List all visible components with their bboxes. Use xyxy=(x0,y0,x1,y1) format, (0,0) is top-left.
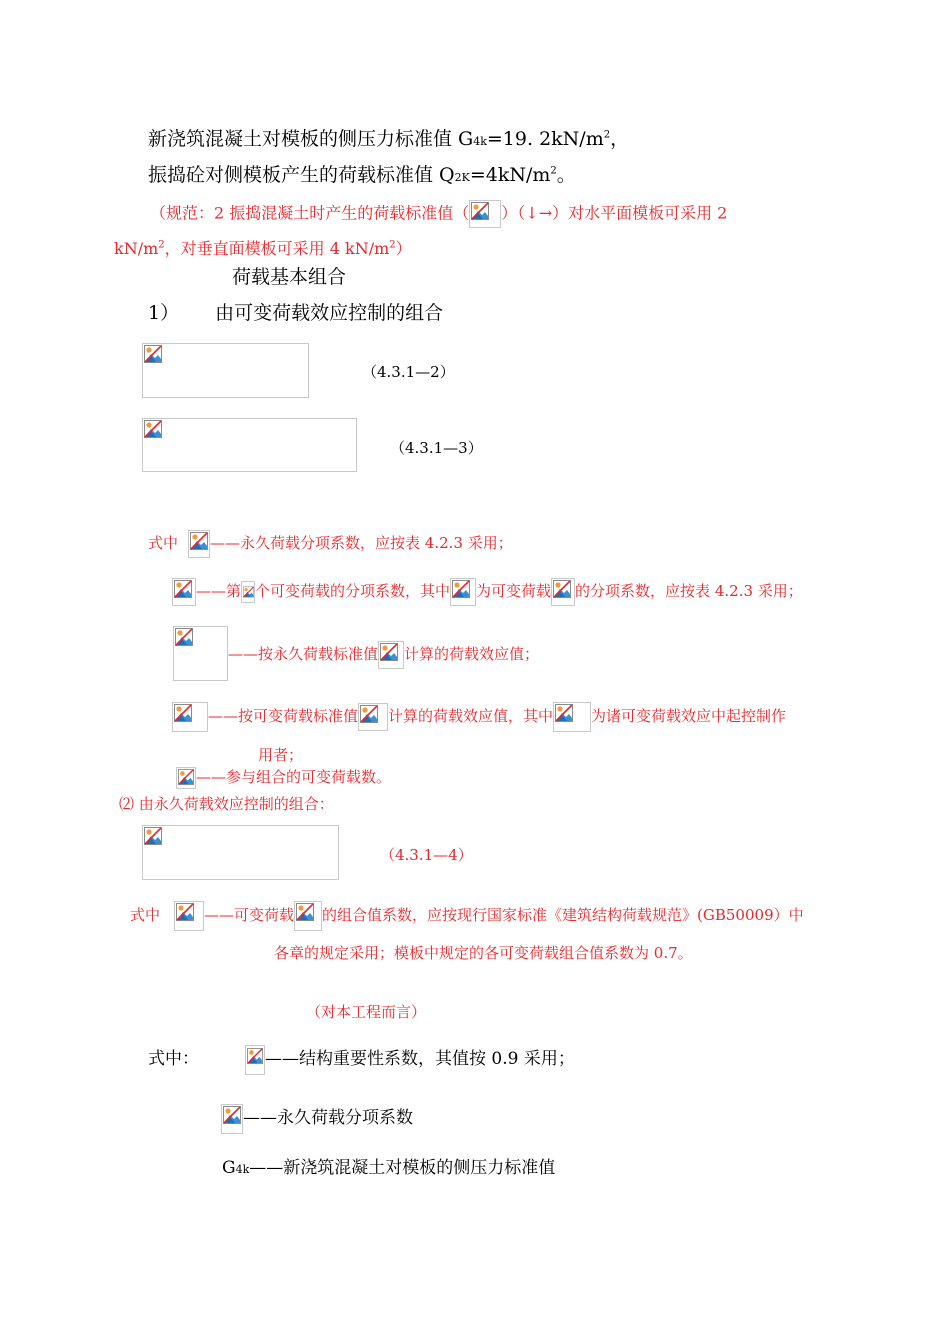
image-placeholder-icon xyxy=(241,581,255,603)
image-placeholder-icon xyxy=(378,641,404,669)
where-sqk-cont: 用者； xyxy=(258,746,304,764)
symbol-sgk-image xyxy=(173,626,228,681)
item-1: 1） 由可变荷载效应控制的组合 xyxy=(148,302,444,324)
image-placeholder-icon xyxy=(450,578,476,606)
image-placeholder-icon xyxy=(358,703,388,731)
where-gamma-g-2: ——永久荷载分项系数 xyxy=(221,1103,413,1134)
formula-4-3-1-4-image xyxy=(142,825,339,880)
image-placeholder-icon xyxy=(144,345,162,363)
section-heading: 荷载基本组合 xyxy=(232,266,347,288)
image-placeholder-icon xyxy=(144,827,162,845)
spec-note-line1: （规范：2 振捣混凝土时产生的荷载标准值（ ）（↓→）对水平面模板可采用 2 xyxy=(150,200,727,228)
where-sqk: ——按可变荷载标准值 计算的荷载效应值，其中 为诸可变荷载效应中起控制作 xyxy=(172,702,786,732)
image-placeholder-icon xyxy=(469,200,501,228)
image-placeholder-icon xyxy=(188,530,210,558)
image-placeholder-icon xyxy=(144,420,162,438)
image-placeholder-icon xyxy=(174,901,204,931)
project-note: （对本工程而言） xyxy=(306,1003,427,1021)
image-placeholder-icon xyxy=(551,578,575,606)
image-placeholder-icon xyxy=(294,901,322,931)
image-placeholder-icon xyxy=(553,702,591,732)
where-gamma-0: 式中： ——结构重要性系数，其值按 0.9 采用； xyxy=(148,1044,575,1075)
where-g4k: G4k——新浇筑混凝土对模板的侧压力标准值 xyxy=(222,1158,556,1178)
item-2: ⑵ 由永久荷载效应控制的组合： xyxy=(119,795,334,813)
where-sgk: ——按永久荷载标准值 计算的荷载效应值； xyxy=(228,641,539,669)
where-psi: 式中 ——可变荷载 的组合值系数，应按现行国家标准《建筑结构荷载规范》(GB50009）中 xyxy=(130,901,804,931)
spec-note-line2: $kN/m^2$，对垂直面模板可采用 4 $kN/m^2$） xyxy=(114,239,412,258)
equation-number: （4.3.1—4） xyxy=(380,846,473,864)
equation-number: （4.3.1—3） xyxy=(390,439,483,457)
where-gamma-g: 式中 ——永久荷载分项系数，应按表 4.2.3 采用； xyxy=(148,530,513,558)
image-placeholder-icon xyxy=(172,702,208,732)
image-placeholder-icon xyxy=(172,578,196,606)
line-g4k: 新浇筑混凝土对模板的侧压力标准值 G4k=19. $2kN/m^2$， xyxy=(148,128,630,150)
image-placeholder-icon xyxy=(176,767,196,789)
where-gamma-q: ——第 个可变荷载的分项系数，其中 为可变荷载 的分项系数，应按表 4.2.3 采用； xyxy=(172,578,803,606)
formula-4-3-1-2-image xyxy=(142,343,309,398)
formula-4-3-1-3-image xyxy=(142,418,357,472)
where-psi-cont: 各章的规定采用；模板中规定的各可变荷载组合值系数为 0.7。 xyxy=(274,944,693,962)
image-placeholder-icon xyxy=(221,1104,243,1134)
where-n: ——参与组合的可变荷载数。 xyxy=(176,766,391,789)
line-q2k: 振捣砼对侧模板产生的荷载标准值 $Q2K=4kN/m^2$。 xyxy=(148,164,576,186)
image-placeholder-icon xyxy=(245,1045,265,1075)
image-placeholder-icon xyxy=(175,628,193,646)
equation-number: （4.3.1—2） xyxy=(362,363,455,381)
